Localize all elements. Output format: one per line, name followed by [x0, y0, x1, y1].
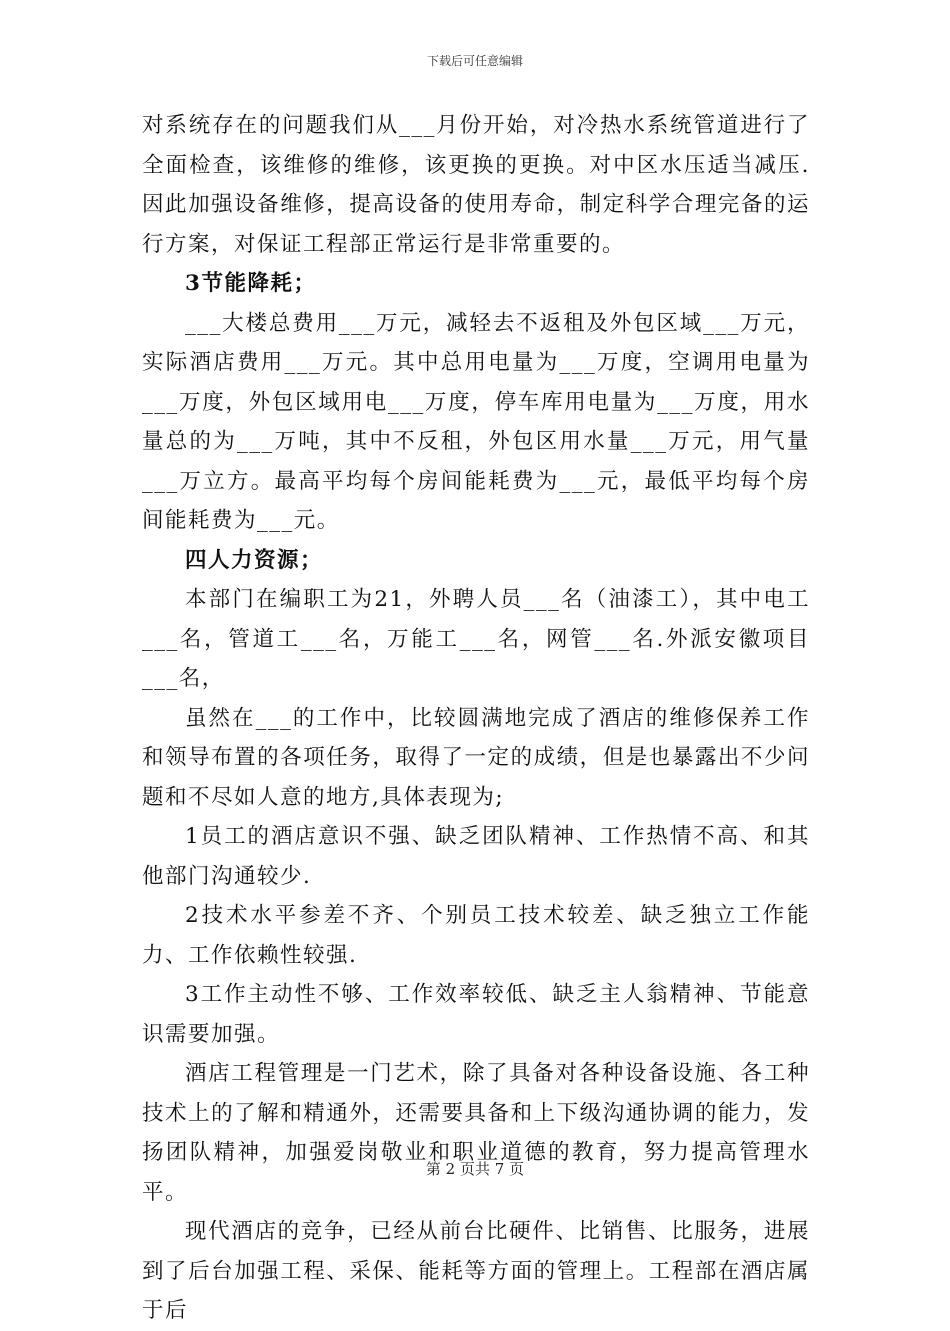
problem-item-2: 2技术水平参差不齐、个别员工技术较差、缺乏独立工作能力、工作依赖性较强.	[142, 903, 810, 968]
section-heading-human-resources: 四人力资源；	[185, 547, 324, 573]
paragraph-problems-intro: 虽然在___的工作中，比较圆满地完成了酒店的维修保养工作和领导布置的各项任务，取得了一定的成绩，但是也暴露出不少问题和不尽如人意的地方,具体表现为;	[142, 705, 810, 810]
paragraph-modern-competition: 现代酒店的竞争，已经从前台比硬件、比销售、比服务，进展到了后台加强工程、采保、能耗等方面的管理上。工程部在酒店属于后	[142, 1219, 810, 1323]
paragraph-staffing: 本部门在编职工为21，外聘人员___名（油漆工），其中电工___名，管道工___名，万能工___名，网管___名.外派安徽项目___名，	[142, 587, 810, 691]
paragraph-energy-costs: ___大楼总费用___万元，减轻去不返租及外包区域___万元，实际酒店费用___万元。其中总用电量为___万度，空调用电量为___万度，外包区域用电___万度，停车库用电量为___万度，用水量总的为___万吨，其中不反租，外包区用水量___万元，用气量___万立方。最高平均每个房间能耗费为___元，最低平均每个房间能耗费为___元。	[142, 310, 810, 533]
page-header: 下载后可任意编辑	[426, 54, 523, 68]
page-footer-page-number: 第 2 页共 7 页	[425, 1160, 525, 1178]
problem-item-1: 1员工的酒店意识不强、缺乏团队精神、工作热情不高、和其他部门沟通较少.	[142, 824, 810, 889]
document-body	[142, 106, 810, 1331]
section-heading-energy-saving: 3节能降耗；	[185, 271, 317, 296]
problem-item-3: 3工作主动性不够、工作效率较低、缺乏主人翁精神、节能意识需要加强。	[142, 982, 810, 1047]
paragraph-1: 对系统存在的问题我们从___月份开始，对冷热水系统管道进行了全面检查，该维修的维修，该更换的更换。对中区水压适当减压.因此加强设备维修，提高设备的使用寿命，制定科学合理完备的运行方案，对保证工程部正常运行是非常重要的。	[142, 113, 810, 257]
paragraph-management-art: 酒店工程管理是一门艺术，除了具备对各种设备设施、各工种技术上的了解和精通外，还需要具备和上下级沟通协调的能力，发扬团队精神，加强爱岗敬业和职业道德的教育，努力提高管理水平。	[142, 1061, 810, 1205]
